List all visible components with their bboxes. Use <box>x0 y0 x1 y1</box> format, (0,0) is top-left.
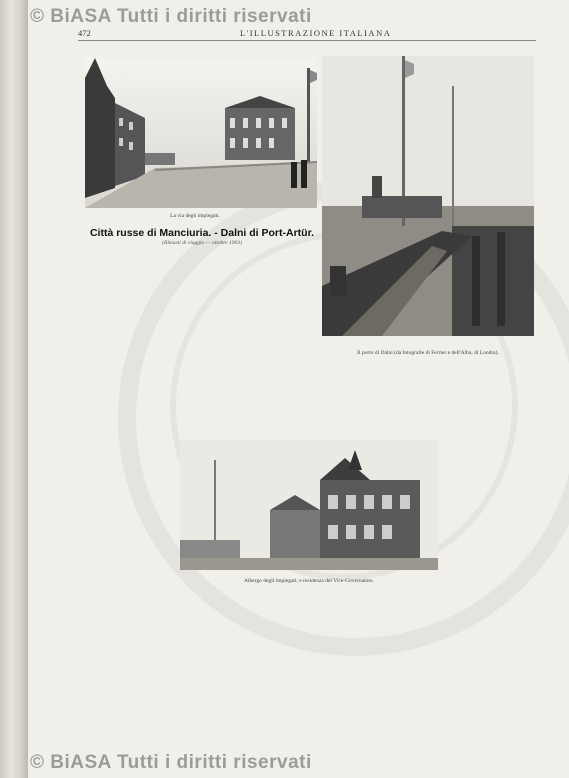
port-photo <box>322 56 534 336</box>
article-subtitle: (Rimasti di viaggio — ottobre 1903) <box>162 240 242 246</box>
watermark-top: © BiASA Tutti i diritti riservati <box>30 6 312 27</box>
header-rule <box>78 40 536 41</box>
watermark-bottom: © BiASA Tutti i diritti riservati <box>30 752 312 773</box>
magazine-title: L'ILLUSTRAZIONE ITALIANA <box>240 28 392 38</box>
hotel-photo-caption: Albergo degli impiegati, e residenza del Vice-Governatore. <box>244 578 374 584</box>
street-photo <box>85 58 317 208</box>
article-title: Città russe di Manciuria. - Dalni di Port-Artür. <box>89 227 315 239</box>
page-binding <box>0 0 28 778</box>
street-photo-caption: La via degli impiegati. <box>170 213 220 219</box>
hotel-photo <box>180 440 438 570</box>
port-photo-caption: Il porto di Dalni (da fotografie di Ferrier e dell'Alba, di Londra). <box>357 350 499 356</box>
page-number: 472 <box>78 28 91 38</box>
